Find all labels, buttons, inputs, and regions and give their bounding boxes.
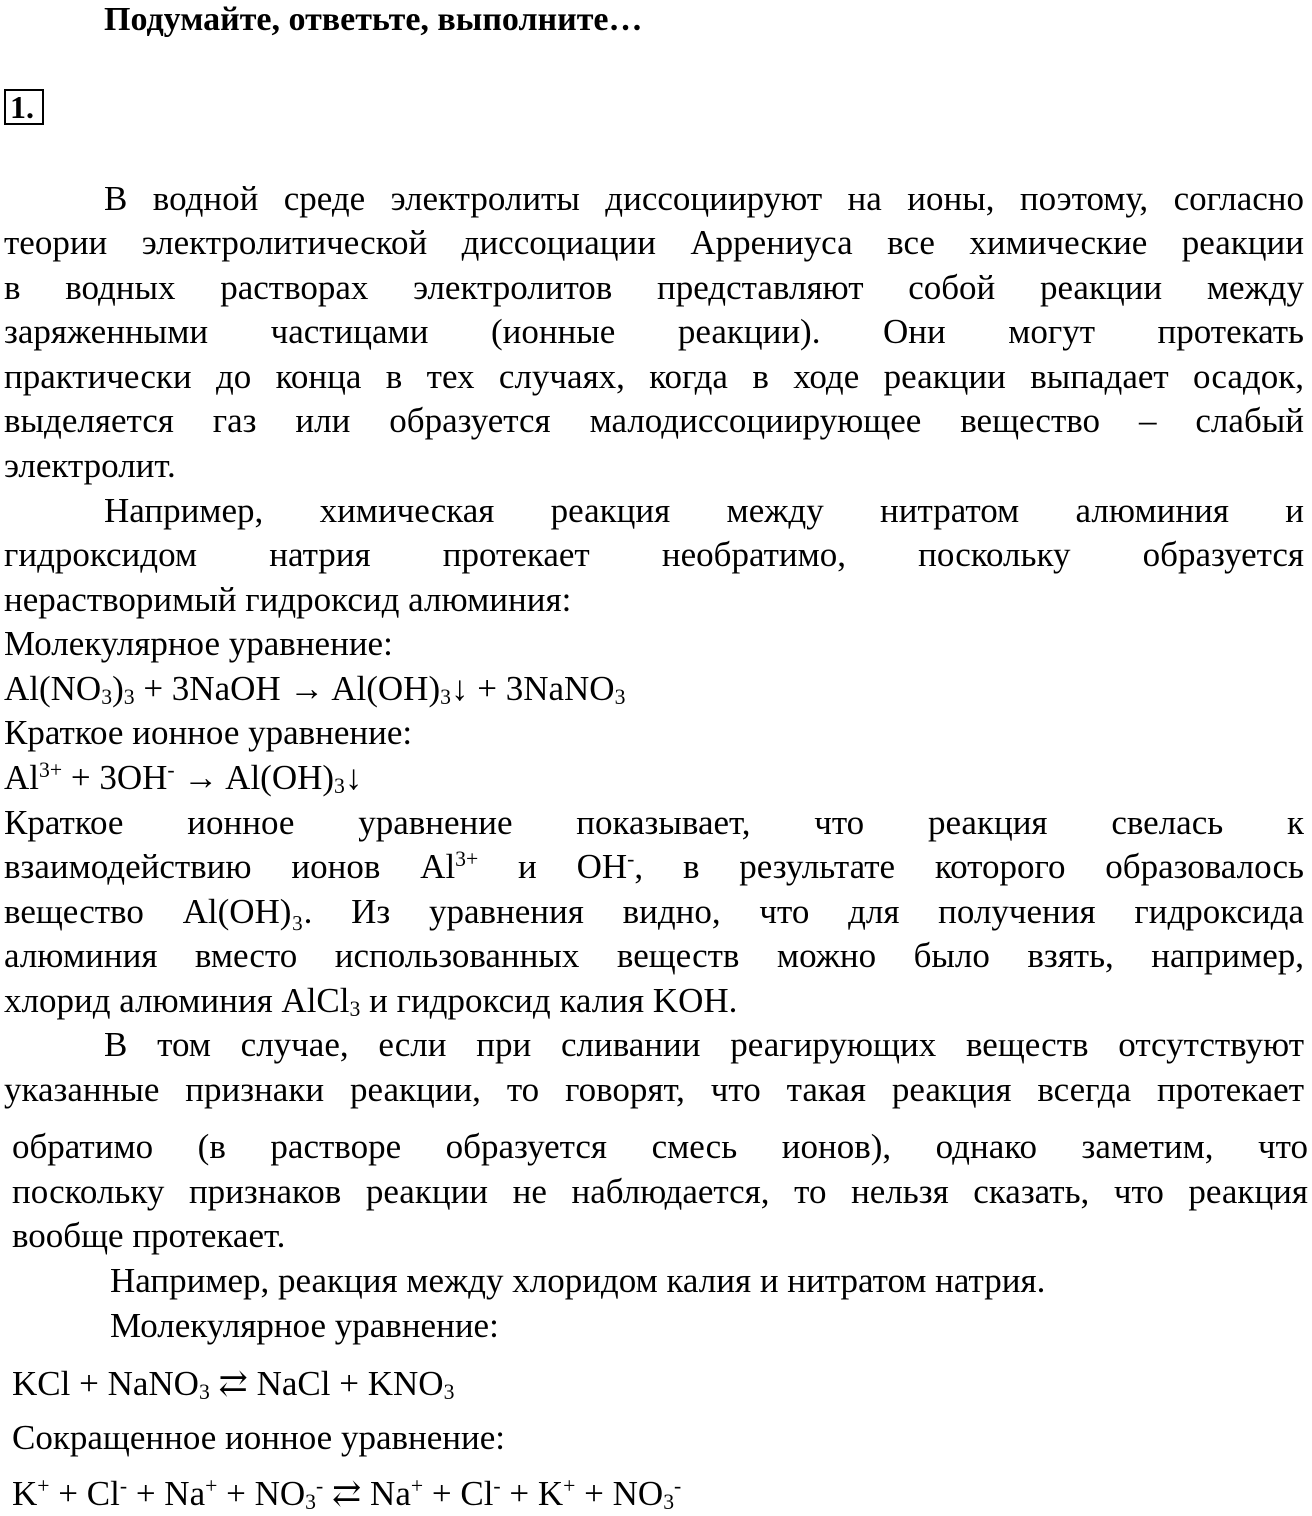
- text-line: нерастворимый гидроксид алюминия:: [4, 580, 572, 619]
- molecular-equation-2: KCl + NaNO$_3$ ⇄ NaCl + $KNO_3$: [12, 1364, 455, 1404]
- text-line: вещество Al(OH)₃. Из уравнения видно, что для получения гидроксида: [4, 892, 1304, 931]
- text-line: хлорид алюминия AlCl$_3$ и гидроксид калия KOH.: [4, 981, 738, 1021]
- text-line: В водной среде электролиты диссоциируют на ионы, поэтому, согласно: [104, 179, 1304, 218]
- short-ionic-equation-label: Краткое ионное уравнение:: [4, 713, 413, 752]
- example-2-text: Например, реакция между хлоридом калия и нитратом натрия.: [110, 1261, 1046, 1300]
- text-line: практически до конца в тех случаях, когда в ходе реакции выпадает осадок,: [4, 357, 1304, 396]
- text-line: обратимо (в растворе образуется смесь ионов), однако заметим, что: [12, 1127, 1308, 1166]
- molecular-equation-label: Молекулярное уравнение:: [4, 624, 393, 663]
- text-fragment: и OH: [478, 847, 628, 886]
- text-fragment: и гидроксид калия KOH.: [360, 981, 738, 1020]
- molecular-equation-label-2: Молекулярное уравнение:: [110, 1306, 499, 1345]
- page-heading: Подумайте, ответьте, выполните…: [104, 1, 643, 38]
- text-line: электролит.: [4, 446, 176, 485]
- text-line: поскольку признаков реакции не наблюдается, то нельзя сказать, что реакция: [12, 1172, 1308, 1211]
- reduced-ionic-equation-label: Сокращенное ионное уравнение:: [12, 1418, 505, 1457]
- task-number-box: 1.: [4, 89, 44, 125]
- text-fragment: , в результате которого образовалось: [634, 847, 1304, 886]
- text-line: теории электролитической диссоциации Аррениуса все химические реакции: [4, 223, 1304, 262]
- text-line: указанные признаки реакции, то говорят, что такая реакция всегда протекает: [4, 1070, 1304, 1109]
- text-fragment: взаимодействию ионов Al: [4, 847, 456, 886]
- text-line: взаимодействию ионов $Al^{3+}$ и OH-, в результате которого образовалось: [4, 847, 1304, 886]
- short-ionic-equation-1: $Al^{3+} + 3OH^-$ → $Al(OH)_3↓$: [4, 758, 363, 798]
- text-line: в водных растворах электролитов представляют собой реакции между: [4, 268, 1304, 307]
- text-line: алюминия вместо использованных веществ можно было взять, например,: [4, 936, 1304, 975]
- text-fragment: хлорид алюминия AlCl: [4, 981, 350, 1020]
- text-line: вообще протекает.: [12, 1216, 286, 1255]
- molecular-equation-1: $Al(NO_3)_3$ + 3NaOH → $Al(OH)_3↓$ + 3NaNO$_3$: [4, 669, 626, 709]
- reduced-ionic-equation: $K^+ + Cl^- + Na^+ + NO_3^-$ ⇄ $Na^+ + Cl^- + K^+ + NO_3^-$: [12, 1474, 682, 1514]
- text-line: Например, химическая реакция между нитратом алюминия и: [104, 491, 1304, 530]
- text-line: заряженными частицами (ионные реакции). Они могут протекать: [4, 312, 1304, 351]
- text-line: выделяется газ или образуется малодиссоциирующее вещество – слабый: [4, 401, 1304, 440]
- text-line: гидроксидом натрия протекает необратимо, поскольку образуется: [4, 535, 1304, 574]
- text-line: Краткое ионное уравнение показывает, что реакция свелась к: [4, 803, 1304, 842]
- text-line: В том случае, если при сливании реагирующих веществ отсутствуют: [104, 1025, 1304, 1064]
